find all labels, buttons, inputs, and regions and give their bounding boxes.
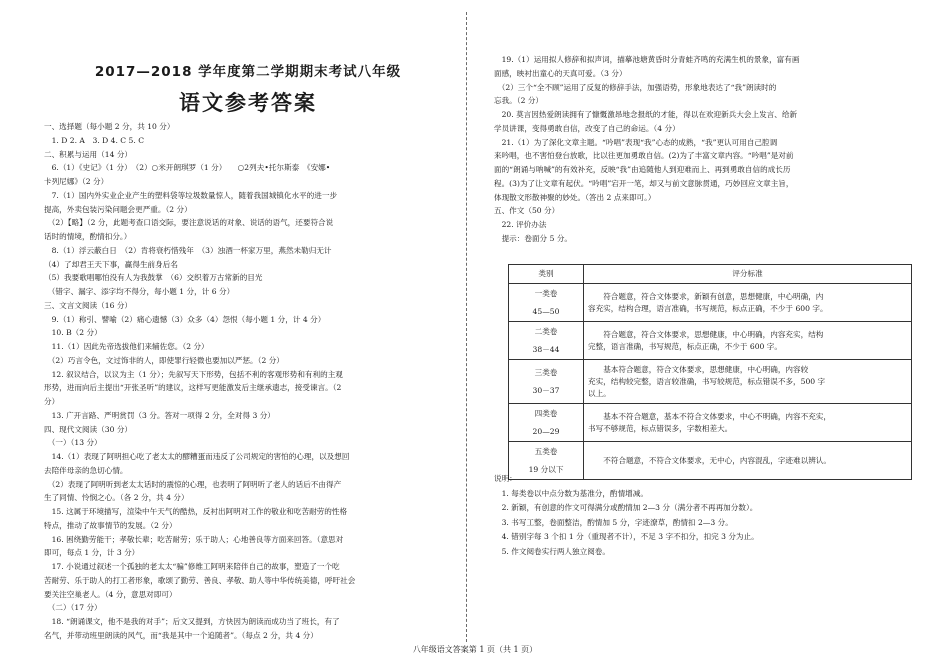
page-footer: 八年级语文答案第 1 页（共 1 页） xyxy=(412,645,538,654)
answer-line: 名气，并带动班里朗读的风气，而“我是其中一个追随者”。（每点 2 分，共 4 分） xyxy=(44,630,318,640)
answer-line: 提示：卷面分 5 分。 xyxy=(494,233,573,243)
rubric-criteria-line: 符合题意，符合文体要求，思想健康，中心明确，内容充实，结构 xyxy=(603,329,824,339)
answer-line: 忘我。（2 分） xyxy=(494,96,544,106)
rubric-row xyxy=(509,360,912,404)
answer-line: 话时的情境，酌情扣分。） xyxy=(44,232,132,241)
answer-line: （5）我要歌唱哪怕没有人为我鼓掌 （6）交织着万古常新的目光 xyxy=(44,273,263,283)
rubric-row xyxy=(509,404,912,442)
answer-line: 20. 莫言因热爱朗读拥有了慷慨激昂地念报纸的才能，得以在欢迎新兵大会上发言、给新 xyxy=(494,110,798,119)
answer-line: 学员讲课，变得勇敢自信，改变了自己的命运。（4 分） xyxy=(494,123,680,133)
answer-line: 13. 广开言路、严明赏罚（3 分。答对一项得 2 分，全对得 3 分） xyxy=(44,410,275,420)
answer-line: 四、现代文阅读（30 分） xyxy=(44,424,133,434)
note-line: 说明： xyxy=(494,474,517,483)
rubric-category-cell xyxy=(509,360,584,404)
document-title: 语文参考答案 xyxy=(179,90,317,115)
rubric-criteria-line: 充实，结构较完整，语言较准确，书写较规范，标点错误不多，500 字 xyxy=(588,376,826,386)
answer-line: （4）了却君王天下事，赢得生前身后名 xyxy=(44,259,178,269)
answer-line: 来吟唱，也不害怕登台放歌，比以往更加勇敢自信。(2)为了丰富文章内容。“吟唱”是对前 xyxy=(494,151,794,161)
rubric-category-name: 二类卷 xyxy=(534,326,558,336)
answer-line: 特点，推动了故事情节的发展。（2 分） xyxy=(44,520,177,530)
rubric-criteria-line: 符合题意，符合文体要求，新颖有创意，思想健康，中心明确，内 xyxy=(603,291,824,301)
answer-line: 15. 这属于环境描写，渲染中午天气的酷热，反衬出阿明对工作的敬业和吃苦耐劳的性格 xyxy=(44,507,348,516)
column-divider xyxy=(466,12,467,642)
rubric-criteria-line: 不符合题意，不符合文体要求，无中心，内容混乱，字迹难以辨认。 xyxy=(603,455,831,465)
answer-line: 生了同情、怜悯之心。（各 2 分，共 4 分） xyxy=(44,493,189,503)
answer-line: 二、积累与运用（14 分） xyxy=(44,149,133,159)
rubric-criteria-cell xyxy=(584,360,912,404)
answer-line: （2）表现了阿明听到老太太话时的震惊的心理，也表明了阿明听了老人的话后不由得产 xyxy=(44,479,342,489)
answer-line: 8.（1）浮云蔽白日 （2）肯将衰朽惜残年 （3）浊酒一杯家万里，燕然未勒归无计 xyxy=(44,245,332,255)
rubric-category-cell xyxy=(509,404,584,442)
rubric-criteria-line: 书写不够规范，标点错误多，字数相差大。 xyxy=(588,423,733,433)
answer-line: （2）【略】（2 分，此题考查口语交际，要注意说话的对象、说话的语气，还要符合说 xyxy=(44,218,334,228)
answer-line: 22. 评价办法 xyxy=(494,220,547,229)
rubric-header-row xyxy=(509,265,912,284)
answer-line: 11.（1）因此先帝选拔他们来辅佐您。（2 分） xyxy=(44,342,209,351)
answer-line: （一）（13 分） xyxy=(44,438,102,448)
answer-line: 五、作文（50 分） xyxy=(494,206,560,216)
rubric-row xyxy=(509,442,912,480)
answer-line: 6.（1）《史记》（1 分） （2）○米开朗琪罗（1 分） ○2列夫•托尔斯泰 《安娜• xyxy=(44,163,331,173)
answer-line: （错字、漏字、添字均不得分，每小题 1 分，计 6 分） xyxy=(44,287,235,296)
rubric-category-name: 五类卷 xyxy=(534,446,558,456)
essay-rubric-table xyxy=(508,264,912,480)
answer-line: 程。(3)为了让文章有起伏。“吟唱”宕开一笔，却又与前文意脉贯通，巧妙回应文章主旨， xyxy=(494,178,794,188)
answer-line: 1. D 2. A 3. D 4. C 5. C xyxy=(44,135,145,145)
answer-line: 要关注空巢老人。（4 分，意思对即可） xyxy=(44,589,177,599)
answer-line: 7.（1）国内外实业企业产生的塑料袋等垃圾数量惊人，随着我国城镇化水平的进一步 xyxy=(44,190,338,200)
rubric-criteria-cell xyxy=(584,442,912,480)
answer-line: 14.（1）表现了阿明担心吃了老太太的醪糟蛋而违反了公司规定的害怕的心理，以及想回 xyxy=(44,452,350,461)
note-line: 2. 新颖，有创意的作文可得满分或酌情加 2—3 分（满分者不再再加分数）。 xyxy=(494,503,758,513)
rubric-header-criteria: 评分标准 xyxy=(584,265,912,284)
rubric-row xyxy=(509,284,912,322)
answer-line: 21.（1）为了深化文章主题。“吟唱”表现“我”心态的成熟，“我”更认可用自己腔调 xyxy=(494,137,778,147)
note-line: 1. 每类卷以中点分数为基准分，酌情增减。 xyxy=(494,488,648,498)
answer-line: 三、文言文阅读（16 分） xyxy=(44,300,133,310)
rubric-criteria-cell xyxy=(584,284,912,322)
answer-line: 10. B（2 分） xyxy=(44,328,102,338)
rubric-score-range: 45—50 xyxy=(532,306,560,316)
rubric-category-name: 一类卷 xyxy=(534,288,558,298)
rubric-score-range: 38－44 xyxy=(532,344,560,354)
answer-line: 16. 困绕勤劳能干；孝敬长辈；吃苦耐劳；乐于助人；心地善良等方面来回答。（意思对 xyxy=(44,534,344,544)
answer-line: 提高，外卖包装污染问题会更严重。（2 分） xyxy=(44,204,192,214)
answer-line: 面的“朗诵与呐喊”的有效补充，反映“我”由追随他人到迎难而上、再到勇敢自信的成长历 xyxy=(494,165,791,174)
rubric-criteria-line: 容充实，结构合理，语言准确，书写规范，标点正确，不少于 600 字。 xyxy=(588,303,828,313)
answer-line: 体现散文形散神聚的妙处。（答出 2 点来即可。） xyxy=(494,192,656,202)
answer-line: 去陪伴母亲的急切心情。 xyxy=(44,465,128,475)
rubric-category-name: 四类卷 xyxy=(534,408,558,418)
rubric-header-category: 类别 xyxy=(509,265,584,284)
answer-line: 面感，映衬出童心的天真可爱。（3 分） xyxy=(494,68,627,78)
rubric-category-cell xyxy=(509,284,584,322)
answer-line: 一、选择题（每小题 2 分，共 10 分） xyxy=(44,122,175,131)
rubric-category-cell xyxy=(509,442,584,480)
answer-line: （2）巧言令色，文过饰非的人，即使罪行轻微也要加以严惩。（2 分） xyxy=(44,355,284,365)
rubric-score-range: 20—29 xyxy=(532,426,560,436)
note-line: 5. 作文阅卷实行两人独立阅卷。 xyxy=(494,547,610,556)
answer-line: 18. “朗诵课文，他不是我的对手”；后文又提到，方快因为朗读而成功当了班长，有了 xyxy=(44,617,340,626)
note-line: 3. 书写工整，卷面整洁，酌情加 5 分，字迹潦草，酌情扣 2—3 分。 xyxy=(494,517,733,527)
rubric-row xyxy=(509,322,912,360)
rubric-category-cell xyxy=(509,322,584,360)
rubric-criteria-line: 基本不符合题意，基本不符合文体要求，中心不明确，内容不充实， xyxy=(603,411,831,421)
rubric-criteria-cell xyxy=(584,322,912,360)
answer-line: 19.（1）运用拟人修辞和拟声词，描摹池塘黄昏时分青蛙齐鸣的充满生机的景象，富有画 xyxy=(494,55,800,64)
answer-line: 分） xyxy=(44,397,60,406)
answer-line: （二）（17 分） xyxy=(44,603,102,613)
exam-title: 2017—2018 学年度第二学期期末考试八年级 xyxy=(94,64,402,80)
answer-line: 9.（1）称引、譬喻（2）痛心遗憾（3）众多（4）怨恨（每小题 1 分，计 4 分） xyxy=(44,314,326,324)
note-line: 4. 错别字每 3 个扣 1 分（重现者不计），不足 3 字不扣分，扣完 3 分为止。 xyxy=(494,532,759,542)
rubric-score-range: 30－37 xyxy=(532,385,560,395)
rubric-criteria-line: 基本符合题意，符合文体要求，思想健康，中心明确，内容较 xyxy=(603,364,809,374)
rubric-criteria-cell xyxy=(584,404,912,442)
answer-line: （2）三个“全不顾”运用了反复的修辞手法，加强语势，形象地表达了“我”朗读时的 xyxy=(494,82,777,92)
rubric-score-range: 19 分以下 xyxy=(528,464,564,474)
answer-line: 形势，进而向后主提出“开张圣听”的建议，这样写更能激发后主继承遗志，接受谏言。（2 xyxy=(44,383,342,393)
rubric-category-name: 三类卷 xyxy=(534,367,558,377)
answer-line: 12. 叙议结合，以议为主（1 分）；先叙写天下形势，包括不利的客观形势和有利的主观 xyxy=(44,369,343,379)
rubric-criteria-line: 完整，语言准确，书写规范，标点正确，不少于 600 字。 xyxy=(588,341,782,351)
answer-line: 即可，每点 1 分，计 3 分） xyxy=(44,548,140,558)
answer-line: 卡列尼娜》（2 分） xyxy=(44,177,109,186)
answer-line: 17. 小说通过叙述一个孤独的老太太“骗”修维工阿明来陪伴自己的故事，塑造了一个吃 xyxy=(44,562,340,571)
answer-line: 苦耐劳、乐于助人的打工者形象，歌颂了勤劳、善良、孝敬、助人等中华传统美德，呼吁社会 xyxy=(44,575,356,585)
rubric-criteria-line: 以上。 xyxy=(588,388,611,398)
